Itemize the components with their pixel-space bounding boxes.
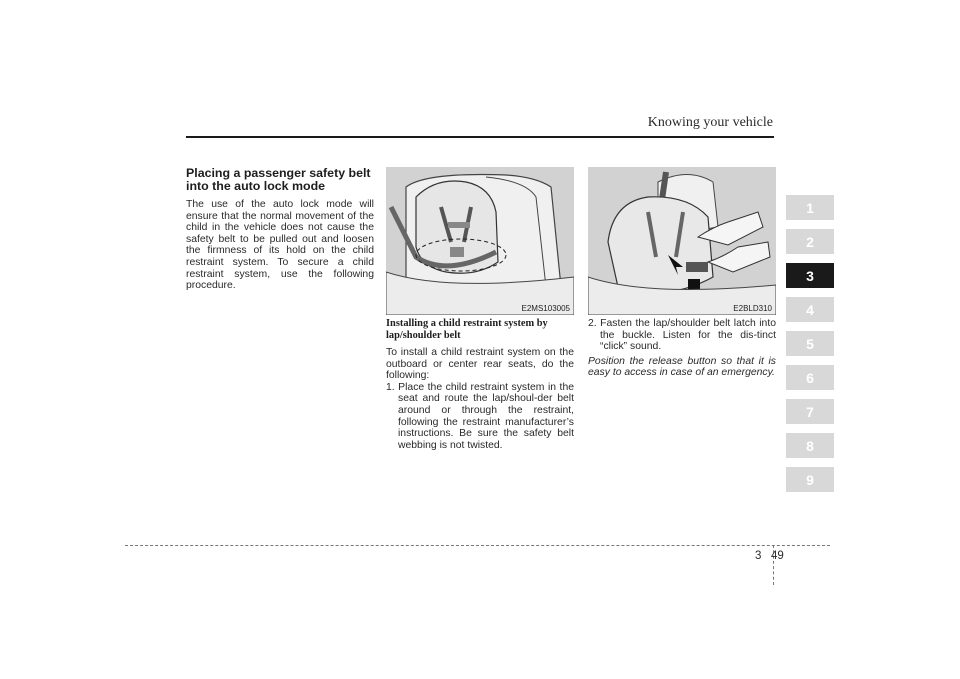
install-step-2: 2. Fasten the lap/shoulder belt latch into the buckle. Listen for the dis-tinct “click” sound. bbox=[588, 318, 776, 353]
chapter-tab-7[interactable]: 7 bbox=[786, 399, 834, 424]
belt-latch-buckle-illustration bbox=[588, 167, 776, 315]
header-rule bbox=[186, 136, 774, 138]
footer-divider bbox=[125, 545, 830, 546]
page-index: 49 bbox=[771, 550, 784, 562]
figure-belt-buckle bbox=[588, 167, 776, 315]
chapter-tab-2[interactable]: 2 bbox=[786, 229, 834, 254]
intro-column bbox=[186, 167, 374, 292]
chapter-tab-3[interactable]: 3 bbox=[786, 263, 834, 288]
section-title: Placing a passenger safety belt into the auto lock mode bbox=[186, 166, 371, 193]
figure-code-2: E2BLD310 bbox=[733, 304, 772, 313]
install-title: Installing a child restraint system by lap/shoulder belt bbox=[386, 318, 548, 341]
chapter-tab-5[interactable]: 5 bbox=[786, 331, 834, 356]
chapter-tab-4[interactable]: 4 bbox=[786, 297, 834, 322]
header-title: Knowing your vehicle bbox=[647, 115, 773, 130]
install-intro: To install a child restraint system on the outboard or center rear seats, do the following: bbox=[386, 347, 574, 382]
chapter-tabs bbox=[786, 195, 834, 501]
page-number bbox=[755, 550, 784, 562]
install-note: Position the release button so that it is easy to access in case of an emergency. bbox=[588, 355, 776, 379]
chapter-tab-6[interactable]: 6 bbox=[786, 365, 834, 390]
child-seat-belt-route-illustration bbox=[386, 167, 574, 315]
chapter-tab-1[interactable]: 1 bbox=[786, 195, 834, 220]
install-column-continued bbox=[588, 318, 776, 379]
install-step-1: 1. Place the child restraint system in the seat and route the lap/shoul-der belt around or through the restraint, following the restraint manufacturer’s instructions. Be sure the safety belt webbing is not twisted. bbox=[386, 381, 574, 451]
chapter-tab-9[interactable]: 9 bbox=[786, 467, 834, 492]
page-chapter: 3 bbox=[755, 550, 762, 562]
section-body: The use of the auto lock mode will ensure that the normal movement of the child in the vehicle does not cause the safety belt to be pulled out and loosen the firmness of its hold on the child restraint system. To secure a child restraint system, use the following procedure. bbox=[186, 199, 374, 292]
install-column bbox=[386, 318, 574, 451]
figure-code-1: E2MS103005 bbox=[521, 304, 570, 313]
figure-child-seat-belt bbox=[386, 167, 574, 315]
chapter-tab-8[interactable]: 8 bbox=[786, 433, 834, 458]
